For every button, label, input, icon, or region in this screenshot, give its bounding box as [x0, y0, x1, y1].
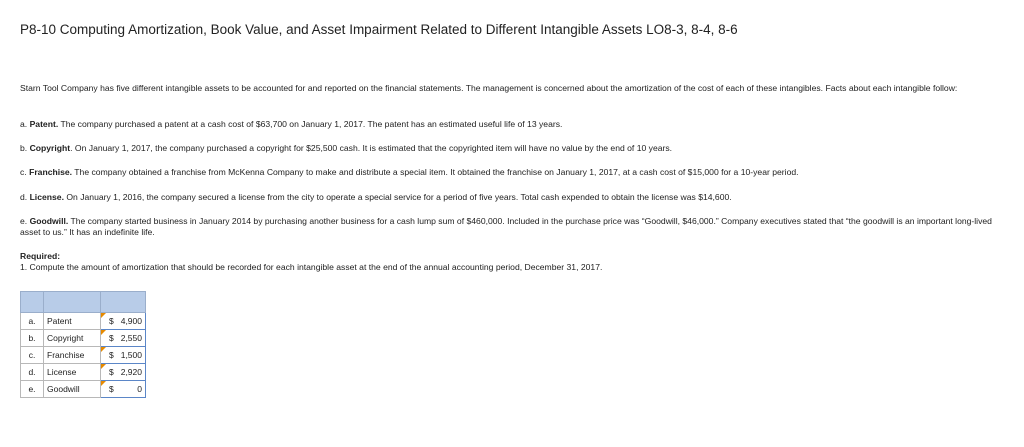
item-label: License.	[29, 192, 64, 202]
item-text: The company started business in January 2014 by purchasing another business for a cash lump sum of $460,000. Included in the purchase price was “Goodwill, $46,000.” Company executives stated that “the goodwill is an important long-lived asset to us.” It has an indefinite life.	[20, 216, 992, 237]
row-asset-name: Goodwill	[44, 381, 101, 398]
item-label: Franchise.	[29, 167, 73, 177]
answer-marker-icon	[101, 347, 106, 352]
amortization-table	[20, 291, 146, 398]
item-d	[20, 192, 1012, 203]
item-prefix: b.	[20, 143, 30, 153]
amount-value: 2,550	[120, 333, 142, 343]
row-letter: c.	[21, 347, 44, 364]
amount-value: 0	[137, 384, 142, 394]
amount-input-franchise[interactable]	[101, 347, 146, 364]
amount-value: 4,900	[120, 316, 142, 326]
row-asset-name: Patent	[44, 313, 101, 330]
required-task: 1. Compute the amount of amortization that should be recorded for each intangible asset at the end of the annual accounting period, December 31, 2017.	[20, 261, 603, 272]
amount-input-goodwill[interactable]	[101, 381, 146, 398]
table-row	[21, 381, 146, 398]
item-b	[20, 143, 1012, 154]
answer-marker-icon	[101, 313, 106, 318]
item-text: . On January 1, 2017, the company purchased a copyright for $25,500 cash. It is estimated that the copyrighted item will have no value by the end of 10 years.	[70, 143, 673, 153]
answer-marker-icon	[101, 381, 106, 386]
currency-symbol: $	[109, 350, 114, 360]
item-label: Goodwill.	[29, 216, 69, 226]
amount-value: 1,500	[120, 350, 142, 360]
amount-input-patent[interactable]	[101, 313, 146, 330]
table-row	[21, 364, 146, 381]
item-text: On January 1, 2016, the company secured a license from the city to operate a special service for a period of five years. Total cash expended to obtain the license was $14,600.	[63, 192, 732, 202]
row-letter: a.	[21, 313, 44, 330]
required-heading: Required:	[20, 251, 61, 261]
row-letter: d.	[21, 364, 44, 381]
item-text: The company obtained a franchise from McKenna Company to make and distribute a special item. It obtained the franchise on January 1, 2017, at a cash cost of $15,000 for a 10-year period.	[72, 167, 799, 177]
intro-paragraph: Starn Tool Company has five different intangible assets to be accounted for and reported on the financial statements. The management is concerned about the amortization of the cost of each of these intangibles. Facts about each intangible follow:	[20, 83, 958, 93]
row-asset-name: License	[44, 364, 101, 381]
amount-input-copyright[interactable]	[101, 330, 146, 347]
currency-symbol: $	[109, 384, 114, 394]
item-prefix: a.	[20, 119, 30, 129]
header-cell	[21, 292, 44, 313]
item-label: Copyright	[29, 143, 71, 153]
required-section	[20, 251, 1012, 272]
answer-marker-icon	[101, 330, 106, 335]
item-e	[20, 216, 1012, 237]
item-prefix: d.	[20, 192, 30, 202]
currency-symbol: $	[109, 367, 114, 377]
item-prefix: e.	[20, 216, 30, 226]
row-letter: e.	[21, 381, 44, 398]
table-row	[21, 347, 146, 364]
item-label: Patent.	[29, 119, 59, 129]
amount-input-license[interactable]	[101, 364, 146, 381]
header-cell	[101, 292, 146, 313]
item-c	[20, 167, 1012, 178]
table-header-row	[21, 292, 146, 313]
row-asset-name: Copyright	[44, 330, 101, 347]
problem-title: P8-10 Computing Amortization, Book Value, and Asset Impairment Related to Different Intangible Assets LO8-3, 8-4, 8-6	[20, 22, 738, 37]
row-asset-name: Franchise	[44, 347, 101, 364]
currency-symbol: $	[109, 316, 114, 326]
table-row	[21, 330, 146, 347]
amount-value: 2,920	[120, 367, 142, 377]
answer-marker-icon	[101, 364, 106, 369]
item-text: The company purchased a patent at a cash cost of $63,700 on January 1, 2017. The patent has an estimated useful life of 13 years.	[58, 119, 563, 129]
currency-symbol: $	[109, 333, 114, 343]
table-row	[21, 313, 146, 330]
row-letter: b.	[21, 330, 44, 347]
header-cell	[44, 292, 101, 313]
item-a	[20, 119, 1012, 130]
item-prefix: c.	[20, 167, 30, 177]
